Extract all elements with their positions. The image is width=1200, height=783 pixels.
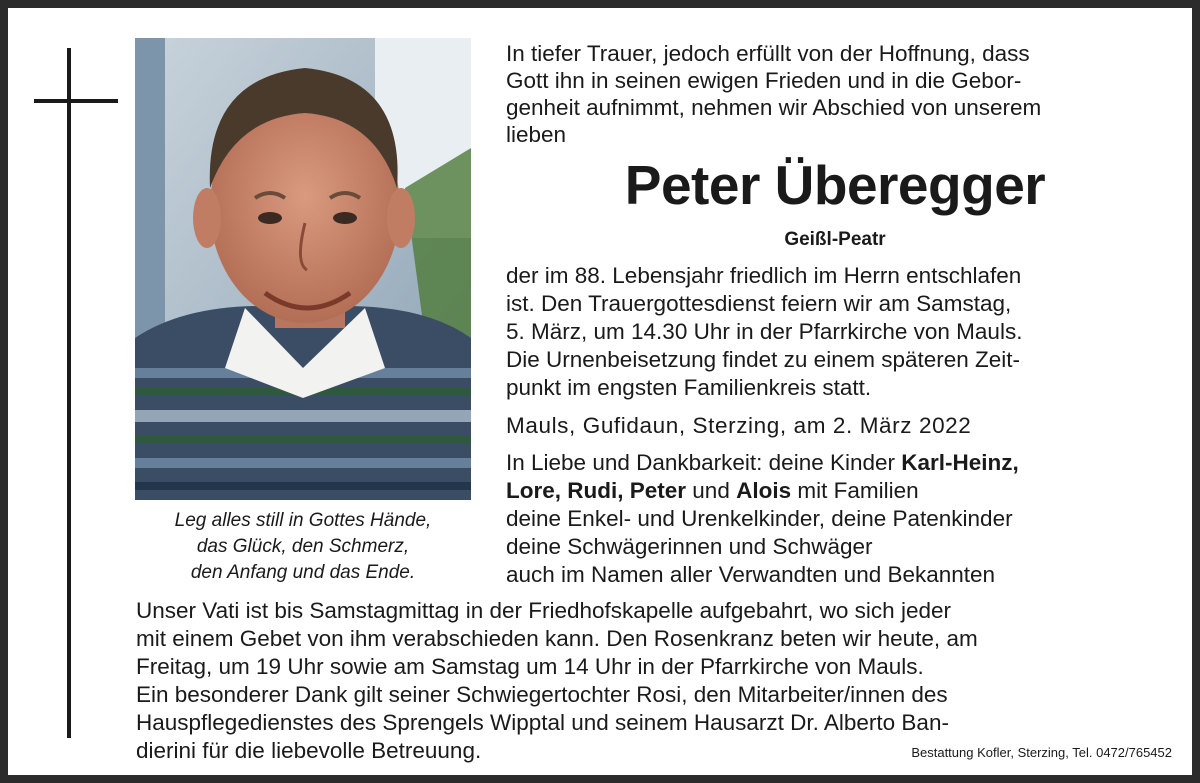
mourners-text: In Liebe und Dankbarkeit: deine Kinder [506, 450, 902, 475]
body-line: Die Urnenbeisetzung findet zu einem späteren Zeit- [506, 347, 1021, 372]
place-date: Mauls, Gufidaun, Sterzing, am 2. März 2022 [506, 413, 972, 438]
quote [135, 508, 471, 586]
deceased-nickname: Geißl-Peatr [784, 229, 886, 250]
closing-line: Unser Vati ist bis Samstagmittag in der Friedhofskapelle aufgebahrt, wo sich jeder [136, 598, 951, 623]
body-line: der im 88. Lebensjahr friedlich im Herrn entschlafen [506, 263, 1022, 288]
closing-line: Freitag, um 19 Uhr sowie am Samstag um 14 Uhr in der Pfarrkirche von Mauls. [136, 654, 924, 679]
closing-line: Ein besonderer Dank gilt seiner Schwiegertochter Rosi, den Mitarbeiter/innen des [136, 682, 948, 707]
body-line: ist. Den Trauergottesdienst feiern wir am Samstag, [506, 291, 1012, 316]
mourners-line [506, 449, 1166, 477]
quote-line: das Glück, den Schmerz, [196, 536, 410, 557]
body-line: punkt im engsten Familienkreis statt. [506, 375, 872, 400]
closing-line: Hauspflegedienstes des Sprengels Wipptal und seinem Hausarzt Dr. Alberto Ban- [136, 710, 949, 735]
mourners-line: deine Enkel- und Urenkelkinder, deine Patenkinder [506, 506, 1013, 531]
children-names: Karl-Heinz, [901, 450, 1019, 475]
funeral-home-credit: Bestattung Kofler, Sterzing, Tel. 0472/765452 [911, 745, 1172, 760]
quote-line: den Anfang und das Ende. [190, 562, 416, 583]
children-names: Alois [736, 478, 792, 503]
cross-icon-horizontal [34, 99, 118, 103]
intro-line: In tiefer Trauer, jedoch erfüllt von der Hoffnung, dass [506, 41, 1030, 66]
mourners-text: und [686, 478, 737, 503]
cross-icon-vertical [67, 48, 71, 738]
quote-line: Leg alles still in Gottes Hände, [174, 510, 432, 531]
service-details [506, 262, 1166, 402]
mourners-line: deine Schwägerinnen und Schwäger [506, 534, 873, 559]
closing-text [136, 597, 1176, 765]
deceased-name: Peter Überegger [624, 154, 1046, 216]
body-line: 5. März, um 14.30 Uhr in der Pfarrkirche von Mauls. [506, 319, 1023, 344]
mourners-line: auch im Namen aller Verwandten und Bekannten [506, 562, 996, 587]
closing-line: dierini für die liebevolle Betreuung. [136, 738, 482, 763]
intro-line: genheit aufnimmt, nehmen wir Abschied von unserem [506, 95, 1042, 120]
closing-line: mit einem Gebet von ihm verabschieden kann. Den Rosenkranz beten wir heute, am [136, 626, 978, 651]
mourners-line [506, 477, 1166, 505]
intro-text [506, 40, 1166, 148]
intro-line: lieben [506, 122, 567, 147]
portrait-photo [135, 38, 471, 500]
mourners-text: mit Familien [791, 478, 919, 503]
children-names: Lore, Rudi, Peter [506, 478, 687, 503]
intro-line: Gott ihn in seinen ewigen Frieden und in die Gebor- [506, 68, 1022, 93]
mourners-list [506, 449, 1166, 589]
